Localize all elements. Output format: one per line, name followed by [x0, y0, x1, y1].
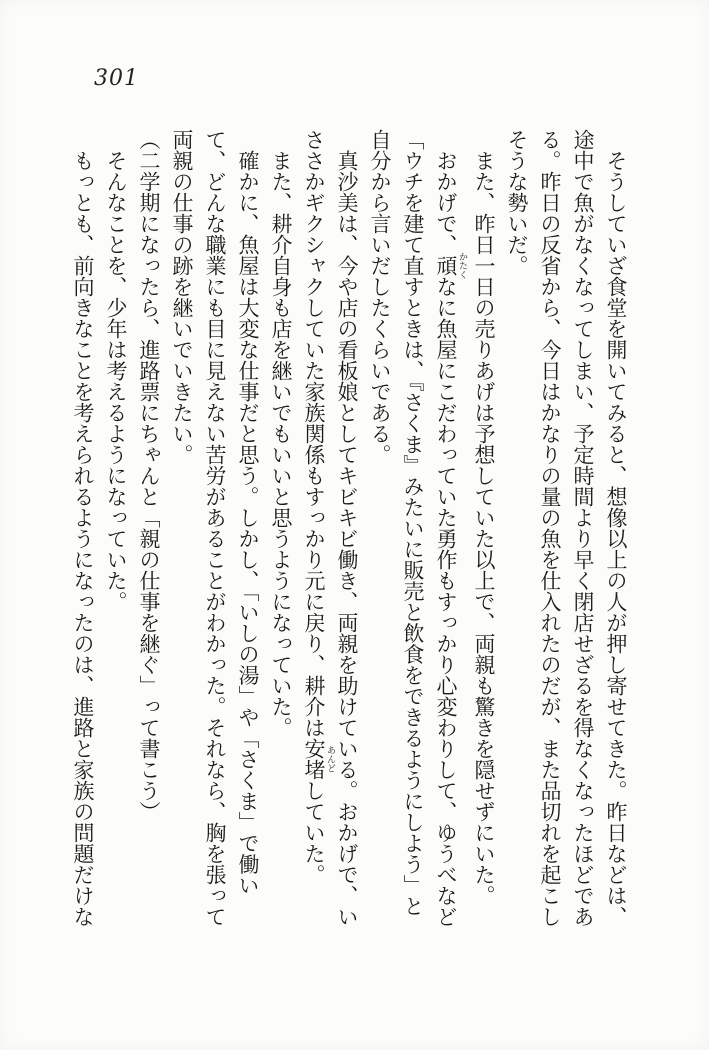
- paragraph: （二学期になったら、進路票にちゃんと「親の仕事を継ぐ」って書こう）: [137, 129, 161, 822]
- paragraph: また、昨日一日の売りあげは予想していた以上で、両親も驚きを隠せずにいた。: [472, 150, 496, 906]
- furigana-ruby: 安堵 あんど: [302, 738, 335, 780]
- paragraph: そんなことを、少年は考えるようになっていた。: [104, 150, 128, 612]
- paragraph: 真沙美は、今や店の看板娘としてキビキビ働き、両親を助けている。おかげで、いささかギクシャクしていた家族関係もすっかり元に戻り、耕介は安堵 あんどしていた。: [302, 129, 359, 927]
- paragraph: そうしていざ食堂を開いてみると、想像以上の人が押し寄せてきた。昨日などは、途中で魚がなくなってしまい、予定時間より早く閉店せざるを得なくなったほどである。昨日の反省から、今日はかなりの量の魚を仕入れたのだが、また品切れを起こしそうな勢いだ。: [505, 129, 628, 927]
- furigana-ruby: 頑 かたく: [434, 252, 467, 279]
- paragraph: もっとも、前向きなことを考えられるようになったのは、進路と家族の問題だけな: [71, 150, 95, 927]
- body-text: [71, 129, 632, 931]
- paragraph: また、耕介自身も店を継いでもいいと思うようになっていた。: [269, 150, 293, 738]
- paragraph: おかげで、頑 かたくなに魚屋にこだわっていた勇作もすっかり心変わりして、ゆうべなど「ウチを建て直すときは、『さくま』みたいに販売と飲食をできるようにしよう」と自分から言いだしたくらいである。: [368, 129, 467, 927]
- paragraph: 確かに、魚屋は大変な仕事だと思う。しかし、「いしの湯」や「さくま」で働いて、どんな職業にも目に見えない苦労があることがわかった。それなら、胸を張って両親の仕事の跡を継いでいきたい。: [170, 129, 260, 927]
- page-number: 301: [94, 66, 139, 91]
